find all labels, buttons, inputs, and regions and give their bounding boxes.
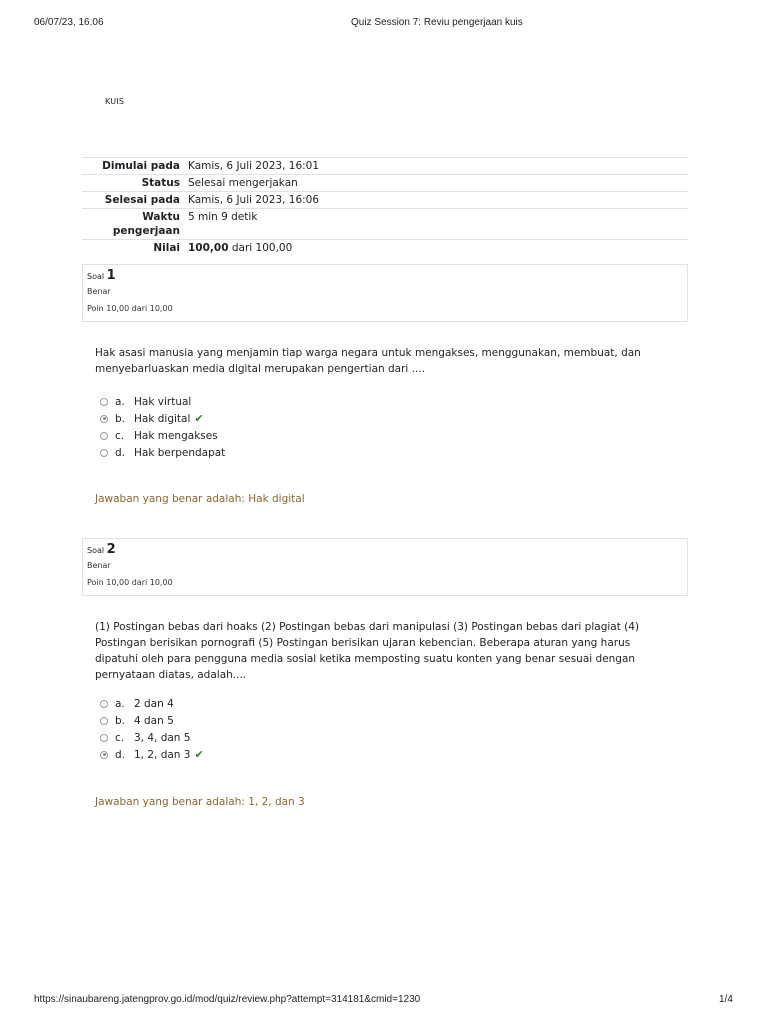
question-1-info [82, 264, 688, 322]
summary-row-status [82, 175, 688, 192]
summary-label: Selesai pada [104, 194, 180, 206]
attempt-summary-table [82, 157, 688, 256]
check-icon: ✔ [194, 748, 204, 761]
summary-row-finished [82, 192, 688, 209]
summary-label: Waktu pengerjaan [112, 211, 180, 237]
radio-icon[interactable] [100, 449, 108, 457]
print-page-number: 1/4 [719, 994, 733, 1005]
option-label: Hak digital [134, 412, 191, 425]
print-title: Quiz Session 7: Reviu pengerjaan kuis [351, 17, 523, 28]
question-number-value: 2 [106, 542, 116, 557]
summary-row-start [82, 158, 688, 175]
radio-icon[interactable] [100, 398, 108, 406]
check-icon: ✔ [194, 412, 204, 425]
radio-icon[interactable] [100, 751, 108, 759]
question-1-right-answer: Jawaban yang benar adalah: Hak digital [95, 493, 305, 505]
question-prefix: Soal [87, 546, 105, 555]
question-state: Benar [87, 561, 111, 570]
question-2-text: (1) Postingan bebas dari hoaks (2) Postingan bebas dari manipulasi (3) Postingan bebas dari plagiat (4) Postingan berisikan pornografi (5) Postingan berisikan ujaran kebencian. Beberapa aturan yang harus dipatuhi oleh para pengguna media sosial ketika memposting suatu konten yang benar sesuai dengan pernyataan diatas, adalah.... [95, 621, 640, 681]
breadcrumb[interactable]: KUIS [105, 97, 125, 106]
question-2-answers [100, 695, 204, 763]
summary-label: Status [141, 177, 180, 189]
answer-option[interactable] [100, 410, 225, 427]
radio-icon[interactable] [100, 415, 108, 423]
print-date: 06/07/23, 16.06 [34, 17, 104, 28]
radio-icon[interactable] [100, 700, 108, 708]
question-state: Benar [87, 287, 111, 296]
option-letter: a. [115, 395, 125, 408]
summary-value: Kamis, 6 Juli 2023, 16:01 [188, 160, 320, 172]
question-number [87, 268, 116, 283]
option-letter: c. [115, 731, 125, 744]
radio-icon[interactable] [100, 717, 108, 725]
question-1-answers [100, 393, 225, 461]
option-letter: b. [115, 412, 126, 425]
radio-icon[interactable] [100, 734, 108, 742]
question-grade: Poin 10,00 dari 10,00 [87, 304, 173, 313]
question-number [87, 542, 116, 557]
question-2-info [82, 538, 688, 596]
option-label: 1, 2, dan 3 [134, 748, 191, 761]
option-label: Hak virtual [134, 395, 192, 408]
answer-option[interactable] [100, 712, 204, 729]
summary-row-grade [82, 240, 688, 257]
summary-row-duration [82, 209, 688, 240]
summary-value: Kamis, 6 Juli 2023, 16:06 [188, 194, 320, 206]
answer-option[interactable] [100, 444, 225, 461]
option-label: 2 dan 4 [134, 697, 174, 710]
option-letter: a. [115, 697, 125, 710]
radio-icon[interactable] [100, 432, 108, 440]
question-prefix: Soal [87, 272, 105, 281]
answer-option[interactable] [100, 729, 204, 746]
answer-option[interactable] [100, 427, 225, 444]
print-url: https://sinaubareng.jatengprov.go.id/mod/quiz/review.php?attempt=314181&cmid=1230 [34, 994, 421, 1005]
question-number-value: 1 [106, 268, 116, 283]
option-letter: d. [115, 446, 126, 459]
grade-value: 100,00 [188, 242, 229, 254]
option-letter: c. [115, 429, 125, 442]
question-1-text: Hak asasi manusia yang menjamin tiap warga negara untuk mengakses, menggunakan, membuat, dan menyebarluaskan media digital merupakan pengertian dari .... [95, 347, 641, 375]
summary-value: 5 min 9 detik [188, 211, 258, 223]
option-label: 3, 4, dan 5 [134, 731, 191, 744]
question-2-right-answer: Jawaban yang benar adalah: 1, 2, dan 3 [95, 796, 305, 808]
summary-value: Selesai mengerjakan [188, 177, 298, 189]
summary-value [188, 240, 688, 257]
answer-option[interactable] [100, 393, 225, 410]
option-label: Hak berpendapat [134, 446, 226, 459]
option-label: 4 dan 5 [134, 714, 174, 727]
answer-option[interactable] [100, 695, 204, 712]
option-letter: b. [115, 714, 126, 727]
summary-label: Dimulai pada [102, 160, 180, 172]
option-letter: d. [115, 748, 126, 761]
option-label: Hak mengakses [134, 429, 218, 442]
summary-label: Nilai [153, 242, 180, 254]
grade-out-of: dari 100,00 [228, 242, 293, 254]
answer-option[interactable] [100, 746, 204, 763]
question-grade: Poin 10,00 dari 10,00 [87, 578, 173, 587]
